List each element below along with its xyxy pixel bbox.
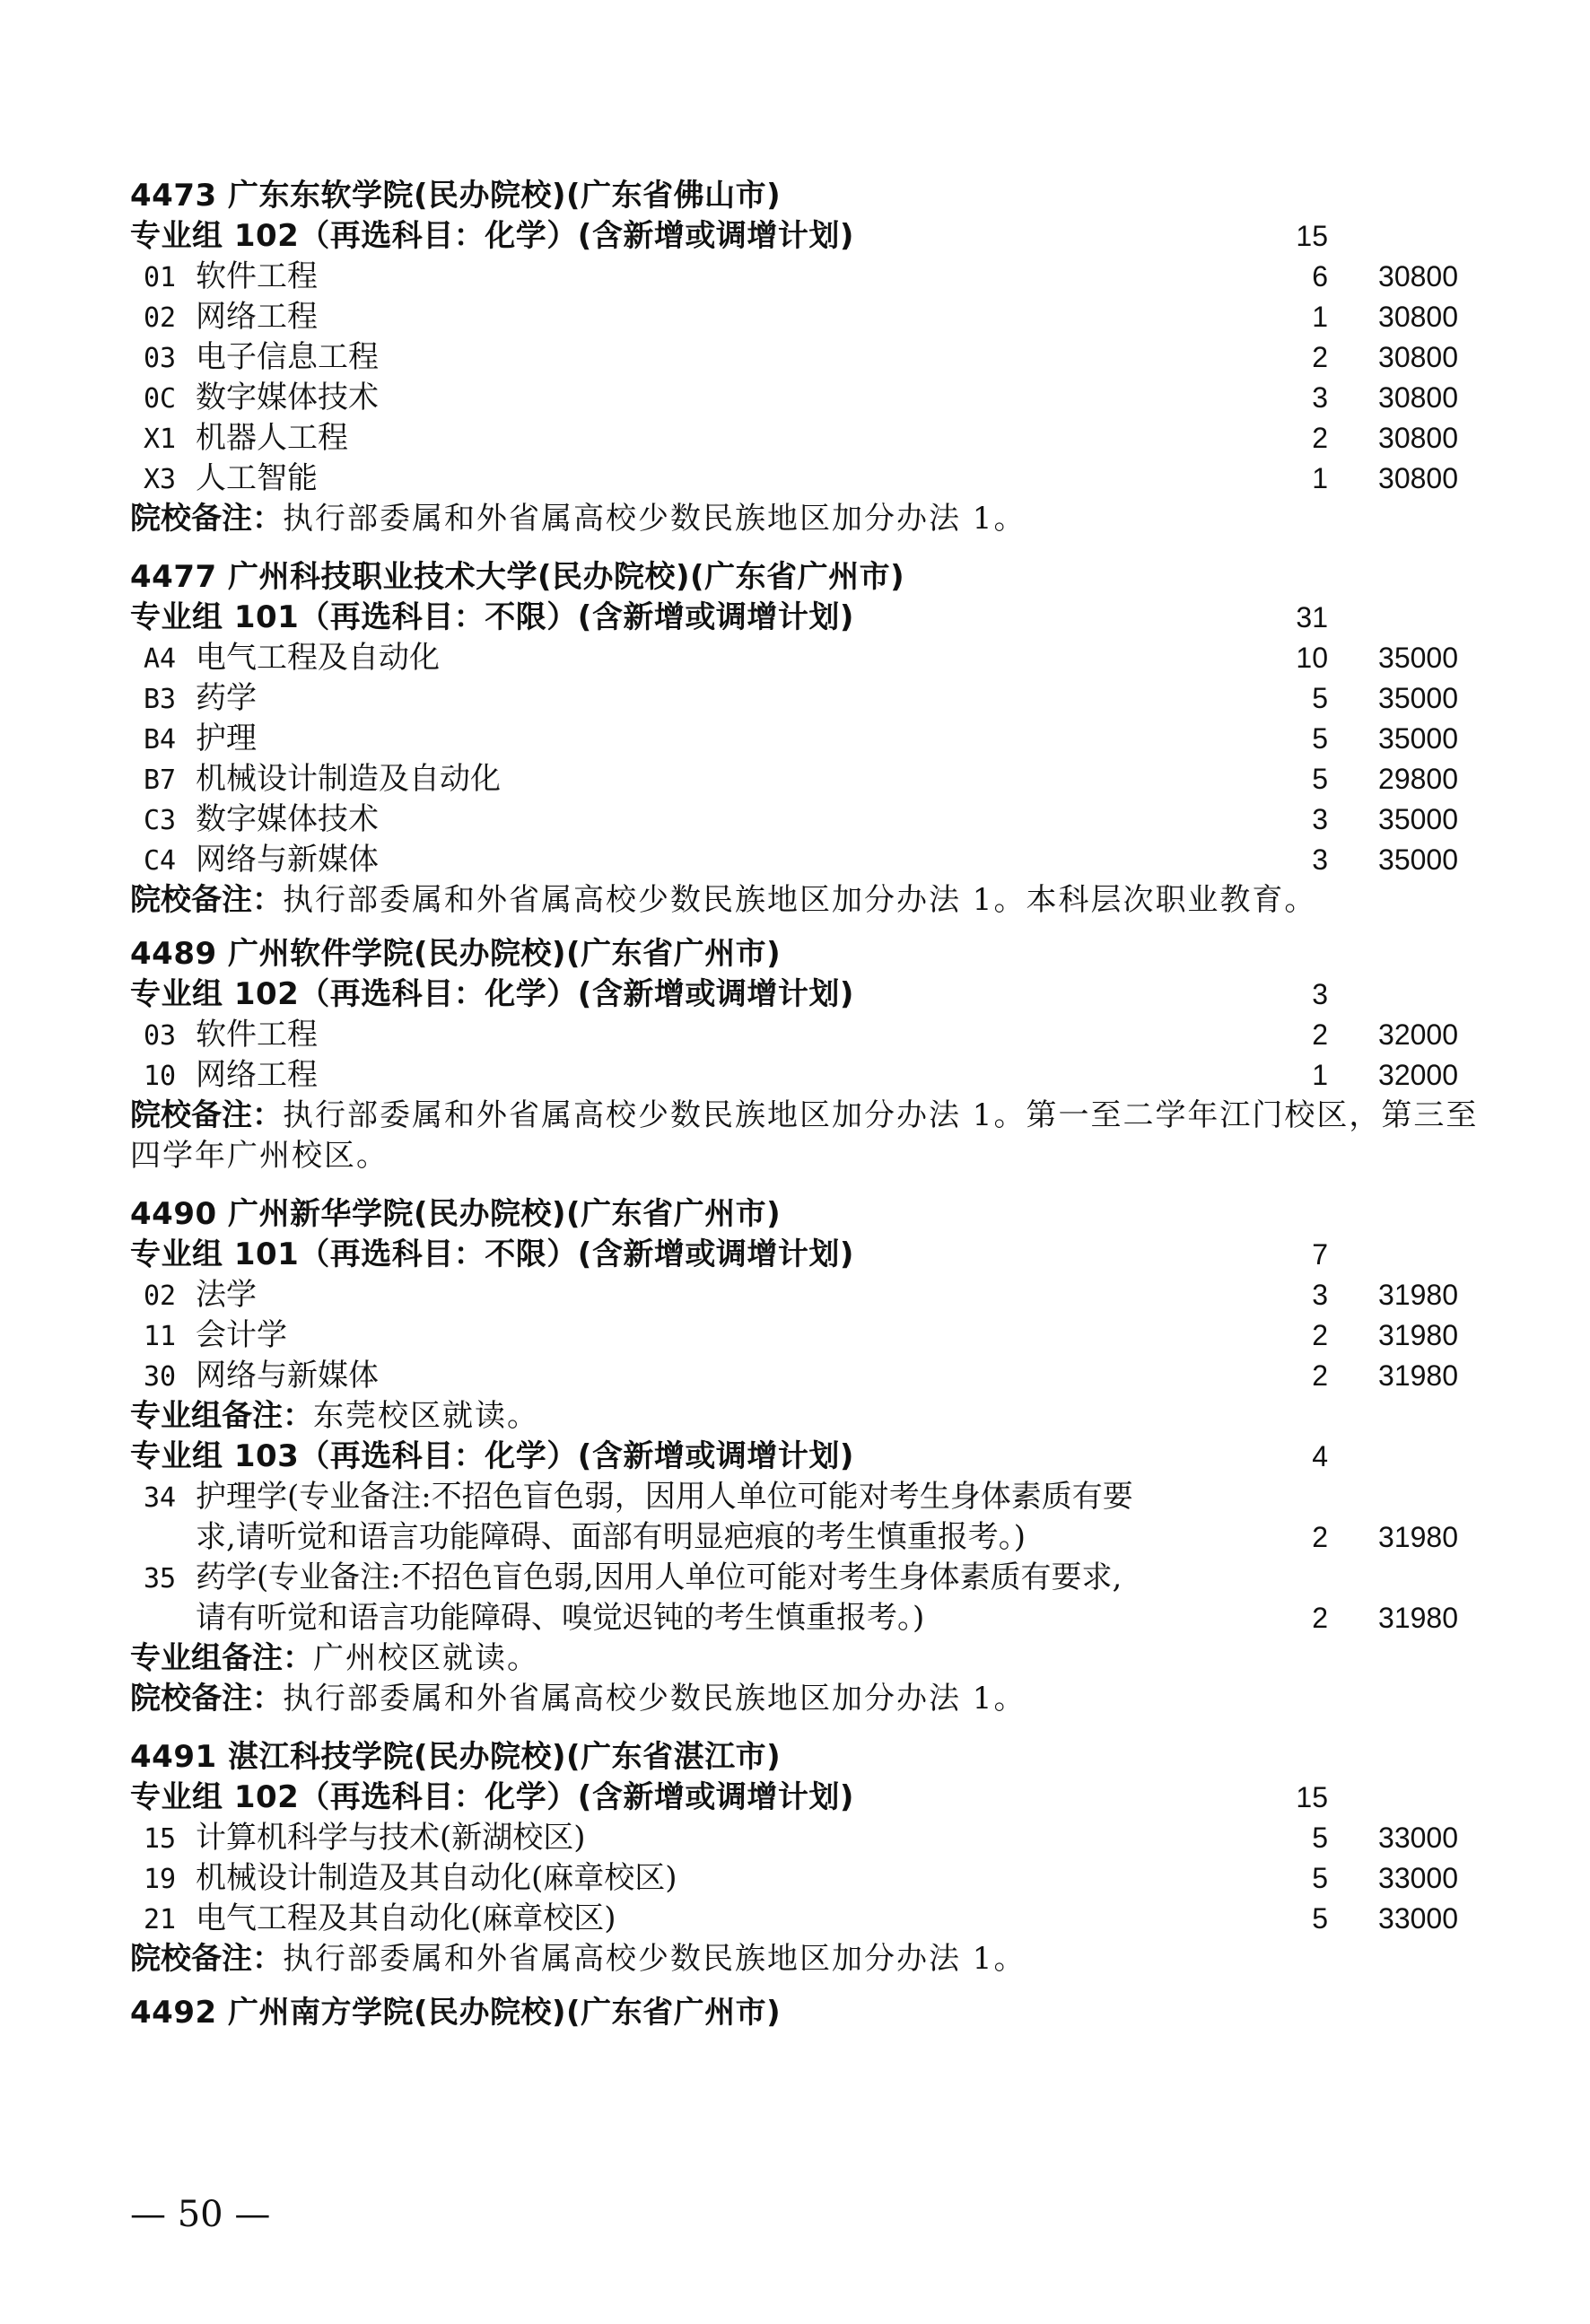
major-group-heading: 专业组 101（再选科目：不限）(含新增或调增计划) (130, 599, 854, 635)
major-code: A4 (144, 643, 177, 675)
tuition-fee: 35000 (1378, 843, 1458, 876)
major-row (144, 417, 348, 459)
major-code: 30 (144, 1361, 177, 1393)
remark-line (130, 498, 1026, 539)
plan-count: 31 (1296, 601, 1328, 633)
remark-text: 执行部委属和外省属高校少数民族地区加分办法 1。第一至二学年江门校区，第三至 (283, 1097, 1479, 1133)
major-row (144, 718, 257, 759)
major-row-continued (144, 1597, 924, 1638)
school-heading: 4490 广州新华学院(民办院校)(广东省广州市) (130, 1196, 782, 1232)
major-name: 软件工程 (196, 1017, 318, 1053)
major-code: 01 (144, 262, 177, 293)
major-name: 网络工程 (196, 299, 318, 335)
remark-text: 东莞校区就读。 (313, 1398, 539, 1434)
major-name: 电气工程及自动化 (196, 640, 440, 676)
major-code: 19 (144, 1864, 177, 1895)
plan-count: 2 (1312, 422, 1328, 454)
major-row (144, 1817, 586, 1858)
major-group-heading: 专业组 102（再选科目：化学）(含新增或调增计划) (130, 1779, 854, 1815)
major-row (144, 1557, 1122, 1598)
major-code: C3 (144, 805, 177, 836)
major-name: 药学(专业备注:不招色盲色弱,因用人单位可能对考生身体素质有要求, (196, 1560, 1123, 1595)
remark-label: 专业组备注： (130, 1640, 313, 1676)
plan-count: 3 (1312, 843, 1328, 876)
plan-count: 3 (1312, 803, 1328, 835)
school-heading: 4492 广州南方学院(民办院校)(广东省广州市) (130, 1995, 782, 2031)
major-name: 电气工程及其自动化(麻章校区) (196, 1900, 616, 1936)
major-code: 11 (144, 1321, 177, 1352)
tuition-fee: 31980 (1378, 1359, 1458, 1392)
plan-count: 5 (1312, 763, 1328, 795)
major-row (144, 1857, 677, 1899)
tuition-fee: 30800 (1378, 462, 1458, 494)
major-name: 数字媒体技术 (196, 801, 379, 837)
tuition-fee: 35000 (1378, 803, 1458, 835)
major-code: C4 (144, 845, 177, 877)
remark-text: 广州校区就读。 (313, 1640, 539, 1676)
remark-line (130, 1678, 1026, 1719)
plan-count: 5 (1312, 1822, 1328, 1854)
major-name: 护理学(专业备注:不招色盲色弱，因用人单位可能对考生身体素质有要 (196, 1479, 1133, 1515)
plan-count: 2 (1312, 1319, 1328, 1351)
major-code: 15 (144, 1823, 177, 1855)
major-name: 计算机科学与技术(新湖校区) (196, 1820, 586, 1856)
plan-count: 1 (1312, 1059, 1328, 1091)
school-heading: 4491 湛江科技学院(民办院校)(广东省湛江市) (130, 1739, 782, 1775)
major-group-heading: 专业组 102（再选科目：化学）(含新增或调增计划) (130, 218, 854, 254)
plan-count: 2 (1312, 1602, 1328, 1634)
major-code: X3 (144, 464, 177, 495)
major-name: 求,请听觉和语言功能障碍、面部有明显疤痕的考生慎重报考。) (196, 1519, 1027, 1555)
major-name: 护理 (196, 721, 257, 756)
remark-text: 执行部委属和外省属高校少数民族地区加分办法 1。本科层次职业教育。 (283, 882, 1317, 918)
remark-label: 专业组备注： (130, 1398, 313, 1434)
major-group-heading: 专业组 102（再选科目：化学）(含新增或调增计划) (130, 976, 854, 1012)
remark-line (130, 1095, 1478, 1136)
major-code: 21 (144, 1904, 177, 1935)
tuition-fee: 30800 (1378, 422, 1458, 454)
plan-count: 6 (1312, 260, 1328, 293)
tuition-fee: 35000 (1378, 642, 1458, 674)
major-code: 34 (144, 1482, 177, 1514)
major-name: 机械设计制造及自动化 (196, 761, 501, 797)
major-row (144, 336, 379, 378)
major-name: 人工智能 (196, 460, 318, 496)
major-row (144, 799, 379, 840)
remark-label: 院校备注： (130, 1681, 283, 1717)
remark-label: 院校备注： (130, 1097, 283, 1133)
tuition-fee: 30800 (1378, 341, 1458, 373)
school-heading: 4477 广州科技职业技术大学(民办院校)(广东省广州市) (130, 559, 905, 595)
tuition-fee: 30800 (1378, 381, 1458, 414)
remark-line (130, 1395, 539, 1437)
plan-count: 2 (1312, 1521, 1328, 1553)
remark-continued: 四学年广州校区。 (130, 1138, 389, 1174)
tuition-fee: 31980 (1378, 1319, 1458, 1351)
major-row (144, 296, 318, 337)
major-name: 机械设计制造及其自动化(麻章校区) (196, 1860, 677, 1896)
tuition-fee: 32000 (1378, 1018, 1458, 1051)
plan-count: 15 (1296, 220, 1328, 252)
major-name: 请有听觉和语言功能障碍、嗅觉迟钝的考生慎重报考。) (196, 1600, 925, 1636)
remark-text: 执行部委属和外省属高校少数民族地区加分办法 1。 (283, 1941, 1027, 1977)
page-number: — 50 — (130, 2194, 271, 2235)
plan-count: 1 (1312, 301, 1328, 333)
major-row (144, 1014, 318, 1055)
plan-count: 5 (1312, 1862, 1328, 1894)
tuition-fee: 31980 (1378, 1602, 1458, 1634)
major-row (144, 256, 318, 297)
plan-count: 3 (1312, 1279, 1328, 1311)
school-heading: 4473 广东东软学院(民办院校)(广东省佛山市) (130, 178, 782, 214)
major-row (144, 677, 257, 719)
major-name: 法学 (196, 1277, 257, 1313)
major-row (144, 839, 379, 880)
plan-count: 10 (1296, 642, 1328, 674)
remark-label: 院校备注： (130, 882, 283, 918)
major-row (144, 1898, 616, 1939)
tuition-fee: 35000 (1378, 682, 1458, 714)
major-code: B4 (144, 724, 177, 756)
major-code: 03 (144, 343, 177, 374)
remark-text: 执行部委属和外省属高校少数民族地区加分办法 1。 (283, 1681, 1027, 1717)
remark-line (130, 879, 1316, 921)
major-row (144, 758, 501, 799)
remark-line (130, 1638, 539, 1679)
plan-count: 3 (1312, 978, 1328, 1010)
plan-count: 5 (1312, 682, 1328, 714)
major-row (144, 1476, 1133, 1517)
tuition-fee: 31980 (1378, 1521, 1458, 1553)
plan-count: 2 (1312, 1359, 1328, 1392)
major-name: 数字媒体技术 (196, 380, 379, 415)
plan-count: 3 (1312, 381, 1328, 414)
tuition-fee: 31980 (1378, 1279, 1458, 1311)
tuition-fee: 33000 (1378, 1862, 1458, 1894)
plan-count: 1 (1312, 462, 1328, 494)
major-row (144, 1274, 257, 1315)
major-row (144, 377, 379, 418)
school-heading: 4489 广州软件学院(民办院校)(广东省广州市) (130, 936, 782, 972)
major-code: 02 (144, 1280, 177, 1312)
plan-count: 5 (1312, 1902, 1328, 1935)
plan-count: 5 (1312, 722, 1328, 755)
major-row (144, 458, 318, 499)
major-name: 网络与新媒体 (196, 1358, 379, 1394)
major-code: B3 (144, 684, 177, 715)
major-row (144, 637, 440, 678)
tuition-fee: 33000 (1378, 1902, 1458, 1935)
tuition-fee: 30800 (1378, 260, 1458, 293)
major-name: 会计学 (196, 1317, 287, 1353)
plan-count: 2 (1312, 341, 1328, 373)
remark-label: 院校备注： (130, 501, 283, 537)
major-row-continued (144, 1516, 1026, 1558)
major-group-heading: 专业组 103（再选科目：化学）(含新增或调增计划) (130, 1438, 854, 1474)
remark-text: 执行部委属和外省属高校少数民族地区加分办法 1。 (283, 501, 1027, 537)
tuition-fee: 35000 (1378, 722, 1458, 755)
major-code: 35 (144, 1563, 177, 1594)
tuition-fee: 29800 (1378, 763, 1458, 795)
major-row (144, 1355, 379, 1396)
major-code: 10 (144, 1061, 177, 1092)
plan-count: 4 (1312, 1440, 1328, 1472)
major-code: B7 (144, 764, 177, 796)
major-name: 软件工程 (196, 258, 318, 294)
major-code: 03 (144, 1020, 177, 1052)
major-name: 网络工程 (196, 1057, 318, 1093)
major-row (144, 1315, 287, 1356)
major-code: X1 (144, 424, 177, 455)
plan-count: 15 (1296, 1781, 1328, 1813)
major-code: 0C (144, 383, 177, 415)
major-name: 网络与新媒体 (196, 842, 379, 878)
remark-line (130, 1938, 1026, 1979)
major-name: 药学 (196, 680, 257, 716)
major-group-heading: 专业组 101（再选科目：不限）(含新增或调增计划) (130, 1236, 854, 1272)
remark-label: 院校备注： (130, 1941, 283, 1977)
major-row (144, 1054, 318, 1096)
major-name: 电子信息工程 (196, 339, 379, 375)
major-name: 机器人工程 (196, 420, 348, 456)
major-code: 02 (144, 302, 177, 334)
tuition-fee: 30800 (1378, 301, 1458, 333)
tuition-fee: 33000 (1378, 1822, 1458, 1854)
tuition-fee: 32000 (1378, 1059, 1458, 1091)
plan-count: 2 (1312, 1018, 1328, 1051)
plan-count: 7 (1312, 1238, 1328, 1271)
